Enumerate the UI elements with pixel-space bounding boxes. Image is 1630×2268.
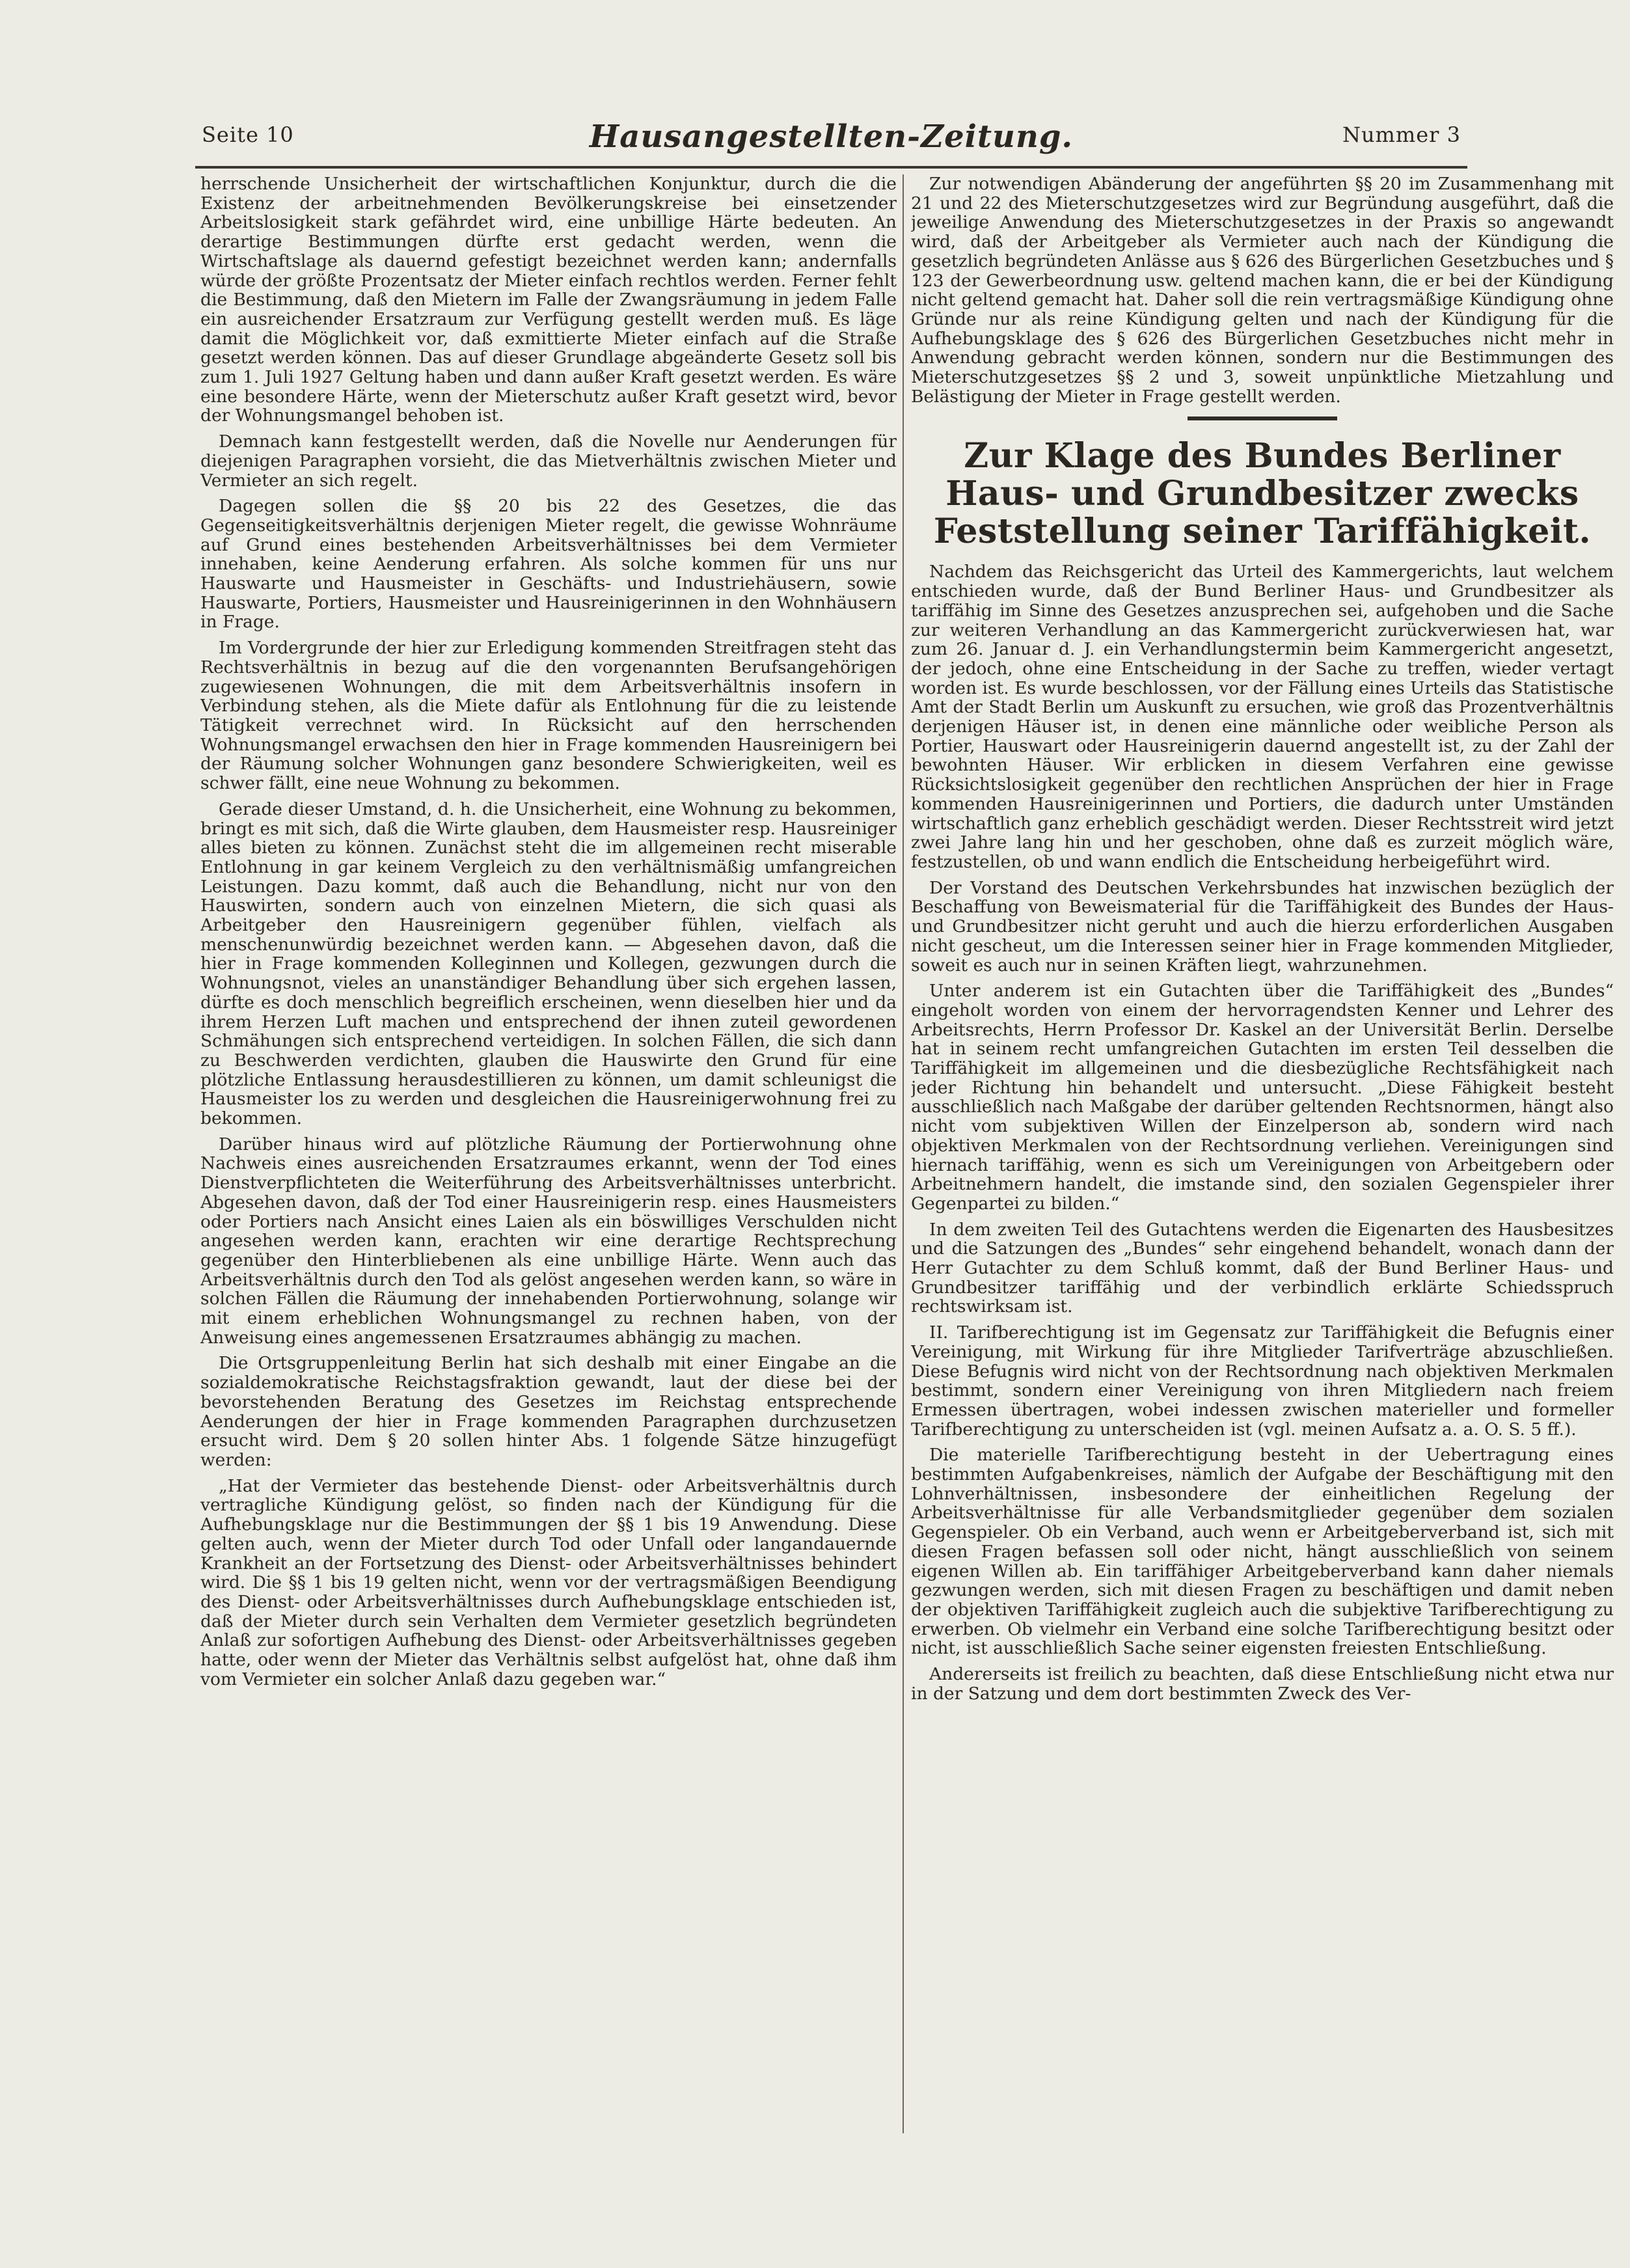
article-paragraph: herrschende Unsicherheit der wirtschaftlichen Konjunktur, durch die die Existenz der arbeitnehmenden Bevölkerungskreise bei einsetzender Arbeitslosigkeit stark gefährdet wird, eine unbillige Härte bedeuten. An derartige Bestimmungen dürfte erst gedacht werden, wenn die Wirtschaftslage als dauernd gefestigt bezeichnet werden kann; andernfalls würde der größte Prozentsatz der Mieter einfach rechtlos werden. Ferner fehlt die Bestimmung, daß den Mietern im Falle der Zwangsräumung in jedem Falle ein ausreichender Ersatzraum zur Verfügung gestellt werden muß. Es läge damit die Möglichkeit vor, daß exmittierte Mieter einfach auf die Straße gesetzt werden können. Das auf dieser Grundlage abgeänderte Gesetz soll bis zum 1. Juli 1927 Geltung haben und dann außer Kraft gesetzt werden. Es wäre eine besondere Härte, wenn der Mieterschutz außer Kraft gesetzt wird, bevor der Wohnungsmangel behoben ist. (200, 174, 897, 426)
left-column (200, 174, 897, 2140)
column-divider (903, 174, 904, 2133)
right-column (911, 174, 1614, 2182)
article-paragraph: Die materielle Tarifberechtigung besteht in der Uebertragung eines bestimmten Aufgabenkreises, nämlich der Aufgabe der Beschäftigung mit den Lohnverhältnissen, insbesondere der einheitlichen Regelung der Arbeitsverhältnisse für alle Verbandsmitglieder gegenüber dem sozialen Gegenspieler. Ob ein Verband, auch wenn er Arbeitgeberverband ist, sich mit diesen Fragen befassen soll oder nicht, hängt ausschließlich von seinem eigenen Willen ab. Ein tariffähiger Arbeitgeberverband kann daher niemals gezwungen werden, sich mit diesen Fragen zu beschäftigen und damit neben der objektiven Tariffähigkeit zugleich auch die subjektive Tarifberechtigung zu erwerben. Ob vielmehr ein Verband eine solche Tarifberechtigung besitzt oder nicht, ist ausschließlich Sache seiner eigensten freiesten Entschließung. (911, 1445, 1614, 1659)
article-paragraph: Gerade dieser Umstand, d. h. die Unsicherheit, eine Wohnung zu bekommen, bringt es mit sich, daß die Wirte glauben, dem Hausmeister resp. Hausreiniger alles bieten zu können. Zunächst steht die im allgemeinen recht miserable Entlohnung in gar keinem Vergleich zu den verhältnismäßig umfangreichen Leistungen. Dazu kommt, daß auch die Behandlung, nicht nur von den Hauswirten, sondern auch von einzelnen Mietern, die sich quasi als Arbeitgeber den Hausreinigern gegenüber fühlen, vielfach als menschenunwürdig bezeichnet werden kann. — Abgesehen davon, daß die hier in Frage kommenden Kolleginnen und Kollegen, gezwungen durch die Wohnungsnot, vieles an unanständiger Behandlung über sich ergehen lassen, dürfte es doch menschlich begreiflich erscheinen, wenn dieselben hier und da ihrem Herzen Luft machen und entsprechend der ihnen zuteil gewordenen Schmähungen sich entsprechend verteidigen. In solchen Fällen, die sich dann zu Beschwerden verdichten, glauben die Hauswirte den Grund für eine plötzliche Entlassung herausdestillieren zu können, um damit schleunigst die Hausmeister los zu werden und desgleichen die Hausreinigerwohnung frei zu bekommen. (200, 799, 897, 1129)
article-paragraph: Dagegen sollen die §§ 20 bis 22 des Gesetzes, die das Gegenseitigkeitsverhältnis derjenigen Mieter regelt, die gewisse Wohnräume auf Grund eines bestehenden Arbeitsverhältnisses bei dem Vermieter innehaben, keine Aenderung erfahren. Als solche kommen für uns nur Hauswarte und Hausmeister in Geschäfts- und Industriehäusern, sowie Hauswarte, Portiers, Hausmeister und Hausreinigerinnen in den Wohnhäusern in Frage. (200, 496, 897, 633)
article-paragraph: Demnach kann festgestellt werden, daß die Novelle nur Aenderungen für diejenigen Paragraphen vorsieht, die das Mietverhältnis zwischen Mieter und Vermieter an sich regelt. (200, 431, 897, 491)
newspaper-title: Hausangestellten-Zeitung. (589, 118, 1074, 155)
page-number-label: Seite 10 (202, 122, 294, 147)
article-paragraph: Die Ortsgruppenleitung Berlin hat sich deshalb mit einer Eingabe an die sozialdemokratische Reichstagsfraktion gewandt, laut der diese bei der bevorstehenden Beratung des Gesetzes im Reichstag entsprechende Aenderungen der hier in Frage kommenden Paragraphen durchzusetzen ersucht wird. Dem § 20 sollen hinter Abs. 1 folgende Sätze hinzugefügt werden: (200, 1353, 897, 1470)
quoted-amendment-paragraph: „Hat der Vermieter das bestehende Dienst- oder Arbeitsverhältnis durch vertragliche Kündigung gelöst, so finden nach der Kündigung für die Aufhebungsklage nur die Bestimmungen der §§ 1 bis 19 Anwendung. Diese gelten auch, wenn der Mieter durch Tod oder Unfall oder langandauernde Krankheit an der Fortsetzung des Dienst- oder Arbeitsverhältnisses behindert wird. Die §§ 1 bis 19 gelten nicht, wenn vor der vertragsmäßigen Beendigung des Dienst- oder Arbeitsverhältnisses durch Aufhebungsklage entschieden ist, daß der Mieter durch sein Verhalten dem Vermieter gesetzlich begründeten Anlaß zur sofortigen Aufhebung des Dienst- oder Arbeitsverhältnisses gegeben hatte, oder wenn der Mieter das Verhältnis selbst aufgelöst hat, ohne daß ihm vom Vermieter ein solcher Anlaß dazu gegeben war.“ (200, 1475, 897, 1689)
article-paragraph: Darüber hinaus wird auf plötzliche Räumung der Portierwohnung ohne Nachweis eines ausreichenden Ersatzraumes erkannt, wenn der Tod eines Dienstverpflichteten die Weiterführung des Arbeitsverhältnisses unterbricht. Abgesehen davon, daß der Tod einer Hausreinigerin resp. eines Hausmeisters oder Portiers nach Ansicht eines Laien als ein böswilliges Verschulden nicht angesehen werden kann, erachten wir eine derartige Rechtsprechung gegenüber den Hinterbliebenen als eine unbillige Härte. Wenn auch das Arbeitsverhältnis durch den Tod als gelöst angesehen werden kann, so wäre in solchen Fällen die Räumung der innehabenden Portierwohnung, solange wir mit einem erheblichen Wohnungsmangel zu rechnen haben, von der Anweisung eines angemessenen Ersatzraumes abhängig zu machen. (200, 1134, 897, 1348)
article-paragraph: Im Vordergrunde der hier zur Erledigung kommenden Streitfragen steht das Rechtsverhältnis in bezug auf die den vorgenannten Berufsangehörigen zugewiesenen Wohnungen, die mit dem Arbeitsverhältnis insofern in Verbindung stehen, als die Miete dafür als Entlohnung für die zu leistende Tätigkeit verrechnet wird. In Rücksicht auf den herrschenden Wohnungsmangel erwachsen den hier in Frage kommenden Hausreinigern bei der Räumung solcher Wohnungen ganz besondere Schwierigkeiten, weil es schwer fällt, eine neue Wohnung zu bekommen. (200, 638, 897, 794)
article-paragraph: Unter anderem ist ein Gutachten über die Tariffähigkeit des „Bundes“ eingeholt worden von einem der hervorragendsten Kenner und Lehrer des Arbeitsrechts, Herrn Professor Dr. Kaskel an der Universität Berlin. Derselbe hat in seinem recht umfangreichen Gutachten im ersten Teil desselben die Tariffähigkeit im allgemeinen und die diesbezügliche Rechtsfähigkeit nach jeder Richtung hin behandelt und untersucht. „Diese Fähigkeit besteht ausschließlich nach Maßgabe der darüber geltenden Rechtsnormen, hängt also nicht vom subjektiven Willen der Einzelperson ab, sondern wird nach objektiven Merkmalen von der Rechtsordnung verliehen. Vereinigungen sind hiernach tariffähig, wenn es sich um Vereinigungen von Arbeitgebern oder Arbeitnehmern handelt, die imstande sind, den sozialen Gegenspieler ihrer Gegenpartei zu bilden.“ (911, 981, 1614, 1214)
article-paragraph: Der Vorstand des Deutschen Verkehrsbundes hat inzwischen bezüglich der Beschaffung von Beweismaterial für die Tariffähigkeit des Bundes der Haus- und Grundbesitzer nicht geruht und auch die hierzu erforderlichen Ausgaben nicht gescheut, um die Interessen seiner hier in Frage kommenden Mitglieder, soweit es auch nur in seinen Kräften liegt, wahrzunehmen. (911, 877, 1614, 976)
article-paragraph: II. Tarifberechtigung ist im Gegensatz zur Tariffähigkeit die Befugnis einer Vereinigung, mit Wirkung für ihre Mitglieder Tarifverträge abzuschließen. Diese Befugnis wird nicht von der Rechtsordnung nach objektiven Merkmalen bestimmt, sondern einer Vereinigung von ihren Mitgliedern nach freiem Ermessen übertragen, wobei indessen zwischen materieller und formeller Tarifberechtigung zu unterscheiden ist (vgl. meinen Aufsatz a. a. O. S. 5 ff.). (911, 1322, 1614, 1440)
article-paragraph: Andererseits ist freilich zu beachten, daß diese Entschließung nicht etwa nur in der Satzung und dem dort bestimmten Zweck des Ver- (911, 1664, 1614, 1704)
article-paragraph: Zur notwendigen Abänderung der angeführten §§ 20 im Zusammenhang mit 21 und 22 des Mieterschutzgesetzes wird zur Begründung ausgeführt, daß die jeweilige Anwendung des Mieterschutzgesetzes in der Praxis so angewandt wird, daß der Arbeitgeber als Vermieter auch nach der Kündigung die gesetzlich begründeten Anlässe aus § 626 des Bürgerlichen Gesetzbuches und § 123 der Gewerbeordnung usw. geltend machen kann, die er bei der Kündigung nicht geltend gemacht hat. Daher soll die rein vertragsmäßige Kündigung ohne Gründe nur als reine Kündigung gelten und nach der Kündigung für die Aufhebungsklage des § 626 des Bürgerlichen Gesetzbuches nicht mehr in Anwendung gebracht werden können, sondern nur die Bestimmungen des Mieterschutzgesetzes §§ 2 und 3, soweit unpünktliche Mietzahlung und Belästigung der Mieter in Frage gestellt werden. (911, 174, 1614, 407)
header-rule (195, 166, 1467, 169)
article-paragraph: In dem zweiten Teil des Gutachtens werden die Eigenarten des Hausbesitzes und die Satzungen des „Bundes“ sehr eingehend behandelt, wonach dann der Herr Gutachter zu dem Schluß kommt, daß der Bund Berliner Haus- und Grundbesitzer tariffähig und der verbindlich erklärte Schiedsspruch rechtswirksam ist. (911, 1219, 1614, 1317)
running-head (202, 118, 1461, 164)
article-paragraph: Nachdem das Reichsgericht das Urteil des Kammergerichts, laut welchem entschieden wurde, daß der Bund Berliner Haus- und Grundbesitzer als tariffähig im Sinne des Gesetzes anzusprechen sei, aufgehoben und die Sache zur weiteren Verhandlung an das Kammergericht zurückverwiesen hat, war zum 26. Januar d. J. ein Verhandlungstermin beim Kammergericht angesetzt, der jedoch, ohne eine Entscheidung in der Sache zu treffen, wieder vertagt worden ist. Es wurde beschlossen, vor der Fällung eines Urteils das Statistische Amt der Stadt Berlin um Auskunft zu ersuchen, wie groß das Prozentverhältnis derjenigen Häuser ist, in denen eine männliche oder weibliche Person als Portier, Hauswart oder Hausreinigerin dauernd angestellt ist, zu der Zahl der bewohnten Häuser. Wir erblicken in diesem Verfahren eine gewisse Rücksichtslosigkeit gegenüber den rechtlichen Ansprüchen der hier in Frage kommenden Hausreinigerinnen und Portiers, die dadurch unter Umständen wirtschaftlich ganz erheblich geschädigt werden. Dieser Rechtsstreit wird jetzt zwei Jahre lang hin und her geschoben, ohne daß es zurzeit möglich wäre, festzustellen, ob und wann endlich die Entscheidung herbeigeführt wird. (911, 562, 1614, 872)
article-headline: Zur Klage des Bundes Berliner Haus- und Grundbesitzer zwecks Feststellung seiner Tariffähigkeit. (933, 436, 1592, 552)
issue-number-label: Nummer 3 (1342, 122, 1461, 147)
section-separator-rule (1188, 417, 1337, 420)
